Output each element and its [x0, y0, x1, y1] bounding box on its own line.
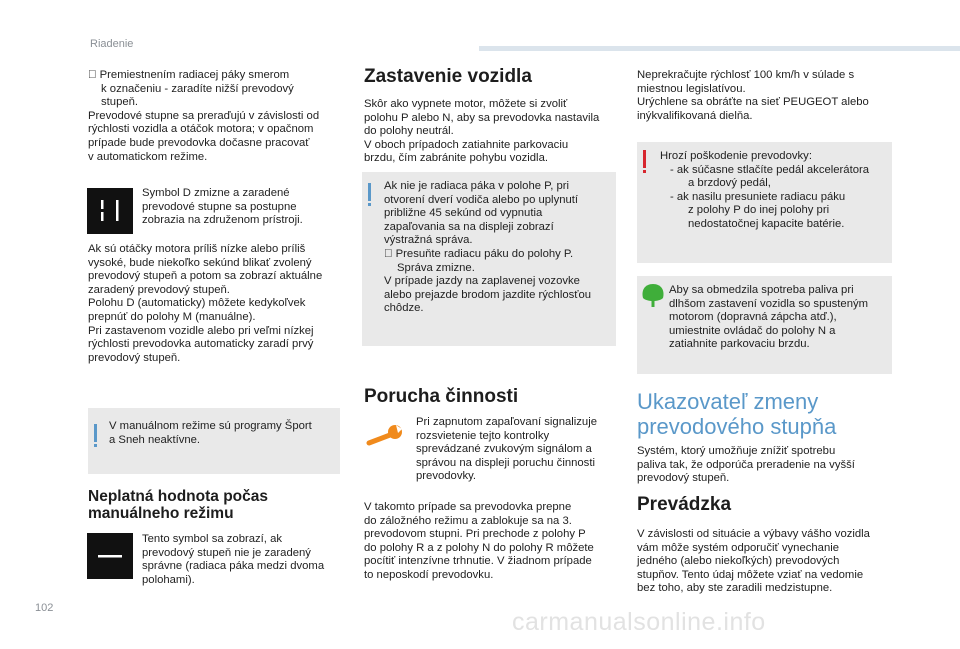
dash-line: - ak nasilu presuniete radiacu páku	[670, 190, 846, 203]
page-number: 102	[35, 602, 54, 614]
warning-icon	[643, 150, 646, 168]
text-line: do polohy R a z polohy N do polohy R môžete	[364, 541, 594, 554]
text-line: sprevádzané zvukovým signálom a	[416, 443, 592, 456]
col1-top-bullet	[88, 69, 343, 164]
text-line: Ak nie je radiaca páka v polohe P, pri	[384, 180, 570, 192]
text-line: Tento symbol sa zobrazí, ak	[142, 533, 283, 545]
section-title: Riadenie	[90, 38, 134, 50]
text-line: V takomto prípade sa prevodovka prepne	[364, 501, 572, 513]
bullet-line: Premiestnením radiacej páky smerom	[88, 69, 278, 81]
info-text	[109, 420, 337, 447]
info-icon-dot	[368, 203, 371, 206]
text-line: brzdu, čím zabránite pohybu vozidla.	[364, 152, 548, 165]
text-line: motorom (dopravná zápcha atď.),	[669, 311, 837, 324]
dash-line: - ak súčasne stlačíte pedál akcelerátora	[670, 163, 870, 176]
text-line: zatiahnite parkovaciu brzdu.	[669, 338, 810, 351]
text-line: správne (radiaca páka medzi dvoma	[142, 560, 325, 573]
text-line: Hrozí poškodenie prevodovky:	[660, 150, 812, 162]
text-line: prevodový stupeň.	[88, 351, 181, 364]
gear-bars-icon	[87, 188, 133, 234]
text-line: približne 45 sekúnd od vypnutia	[384, 207, 543, 220]
text-line: rozsvietenie tejto kontrolky	[416, 429, 550, 442]
dash-icon	[87, 533, 133, 579]
eco-text	[669, 284, 889, 352]
text-line: alebo prejazde brodom jazdite rýchlosťou	[384, 288, 592, 301]
warning-text	[660, 150, 888, 232]
text-line: prípade bude prevodovka dočasne pracovať	[88, 136, 310, 149]
text-line: V manuálnom režime sú programy Šport	[109, 420, 312, 432]
dash-line: a brzdový pedál,	[688, 177, 771, 190]
text-line: V prípade jazdy na zaplavenej vozovke	[384, 275, 580, 288]
text-line: prevodový stupeň.	[637, 472, 730, 485]
oper-text	[637, 528, 899, 596]
text-line: polohu P alebo N, aby sa prevodovka nastavila	[364, 111, 600, 124]
gear-display-d-icon	[87, 188, 133, 234]
text-line: správou na displeji poruchu činnosti	[416, 456, 595, 469]
shift-text	[637, 445, 897, 486]
heading-operation: Prevádzka	[637, 494, 732, 515]
text-line: V oboch prípadoch zatiahnite parkovaciu	[364, 138, 569, 151]
col1-para2	[88, 243, 343, 365]
text-line: zapaľovania sa na displeji zobrazí	[384, 220, 554, 233]
text-line: chôdze.	[384, 302, 424, 315]
text-line: Polohu D (automaticky) môžete kedykoľvek	[88, 297, 306, 310]
eco-leaf-icon	[639, 280, 667, 310]
text-line: prevodové stupne sa postupne	[142, 200, 297, 213]
header-bar	[479, 46, 960, 51]
text-line: Pri zapnutom zapaľovaní signalizuje	[416, 416, 598, 428]
text-line: vysoké, bude niekoľko sekúnd blikať zvolený	[88, 256, 312, 269]
eco-box	[637, 276, 892, 374]
text-line: Symbol D zmizne a zaradené	[142, 187, 290, 199]
text-line: prevodovky.	[416, 470, 477, 483]
dash-line: nedostatočnej kapacite batérie.	[688, 217, 845, 230]
text-line: dlhšom zastavení vozidla so spusteným	[669, 297, 869, 310]
text-line: a Sneh neaktívne.	[109, 433, 201, 446]
text-line: zobrazia na združenom prístroji.	[142, 214, 303, 227]
warning-icon-dot	[643, 170, 646, 173]
info-box-park	[362, 172, 616, 346]
text-line: rýchlosti vozidla a otáčok motora; v opačnom	[88, 123, 314, 136]
stop-text	[364, 98, 619, 166]
text-line: polohami).	[142, 573, 195, 586]
text-line: do záložného režimu a zablokuje sa na 3.	[364, 514, 572, 527]
wrench-svg	[366, 420, 406, 450]
text-line: Urýchlene sa obráťte na sieť PEUGEOT alebo	[637, 96, 869, 109]
text-line: miestnou legislatívou.	[637, 82, 746, 95]
text-line: otvorení dverí vodiča alebo po uplynutí	[384, 193, 579, 206]
heading-line: manuálneho režimu	[88, 505, 234, 522]
dash-line: z polohy P do inej polohy pri	[688, 204, 830, 217]
heading-line: Ukazovateľ zmeny	[637, 389, 819, 414]
text-line: rýchlosti prevodovka automaticky zaradí prvý	[88, 338, 314, 351]
text-line: Pri zastavenom vozidle alebo pri veľmi nízkej	[88, 324, 314, 337]
text-line: Ak sú otáčky motora príliš nízke alebo príliš	[88, 243, 306, 255]
text-line: prevodovom stupni. Pri prechode z polohy P	[364, 528, 586, 541]
heading-fault: Porucha činnosti	[364, 386, 519, 407]
info-icon	[94, 424, 97, 442]
text-line: prevodový stupeň nie je zaradený	[142, 546, 311, 559]
text-line: pocítiť intenzívne trhnutie. V žiadnom prípade	[364, 555, 592, 568]
invalid-text	[142, 533, 342, 587]
heading-invalid-value	[88, 488, 343, 522]
wrench-icon	[366, 420, 406, 450]
warning-box	[637, 142, 892, 263]
symbol-d-text	[142, 187, 342, 228]
text-line: Prevodové stupne sa preraďujú v závislosti od	[88, 109, 320, 122]
text-line: Neprekračujte rýchlosť 100 km/h v súlade s	[637, 69, 855, 81]
text-line: jedného (alebo niekoľkých) prevodových	[637, 555, 840, 568]
text-line: umiestnite ovládač do polohy N a	[669, 324, 836, 337]
bullet-line: stupeň.	[101, 96, 139, 109]
heading-line: prevodového stupňa	[637, 414, 837, 439]
park-info-text	[384, 180, 612, 316]
info-box	[88, 408, 340, 474]
text-line: bez toho, aby ste zaradili medzistupne.	[637, 582, 833, 595]
heading-stop-vehicle: Zastavenie vozidla	[364, 66, 532, 87]
bullet-line: k označeniu - zaradíte nižší prevodový	[101, 82, 294, 95]
text-line: V závislosti od situácie a výbavy vášho vozidla	[637, 528, 870, 540]
text-line: do polohy neutrál.	[364, 125, 454, 138]
heading-shift-indicator	[637, 389, 897, 439]
text-line: výstražná správa.	[384, 234, 473, 247]
text-line: Systém, ktorý umožňuje znížiť spotrebu	[637, 445, 836, 457]
text-line: to neposkodí prevodovku.	[364, 568, 494, 581]
text-line: Aby sa obmedzila spotreba paliva pri	[669, 284, 854, 296]
text-line: paliva tak, že odporúča preradenie na vyšší	[637, 458, 855, 471]
text-line: inýkvalifikovaná dielňa.	[637, 109, 753, 122]
text-line: stupňov. Tento údaj môžete vziať na vedomie	[637, 568, 864, 581]
text-line: vám môže systém odporučiť vynechanie	[637, 541, 840, 554]
text-line: prevodový stupeň a potom sa zobrazí aktuálne	[88, 270, 323, 283]
speed-text	[637, 69, 897, 123]
text-line: zaradený prevodový stupeň.	[88, 283, 230, 296]
text-line: Skôr ako vypnete motor, môžete si zvoliť	[364, 98, 568, 110]
info-icon-dot	[94, 444, 97, 447]
fault-text	[416, 416, 621, 484]
fault-para	[364, 501, 619, 583]
text-line: v automatickom režime.	[88, 150, 208, 163]
heading-line: Neplatná hodnota počas	[88, 488, 268, 505]
watermark: carmanualsonline.info	[512, 608, 766, 636]
bullet-line: Správa zmizne.	[397, 261, 475, 274]
text-line: prepnúť do polohy M (manuálne).	[88, 310, 256, 323]
gear-invalid-dash-icon	[87, 533, 133, 579]
bullet-line: Presuňte radiacu páku do polohy P.	[384, 247, 562, 260]
info-icon	[368, 183, 371, 201]
